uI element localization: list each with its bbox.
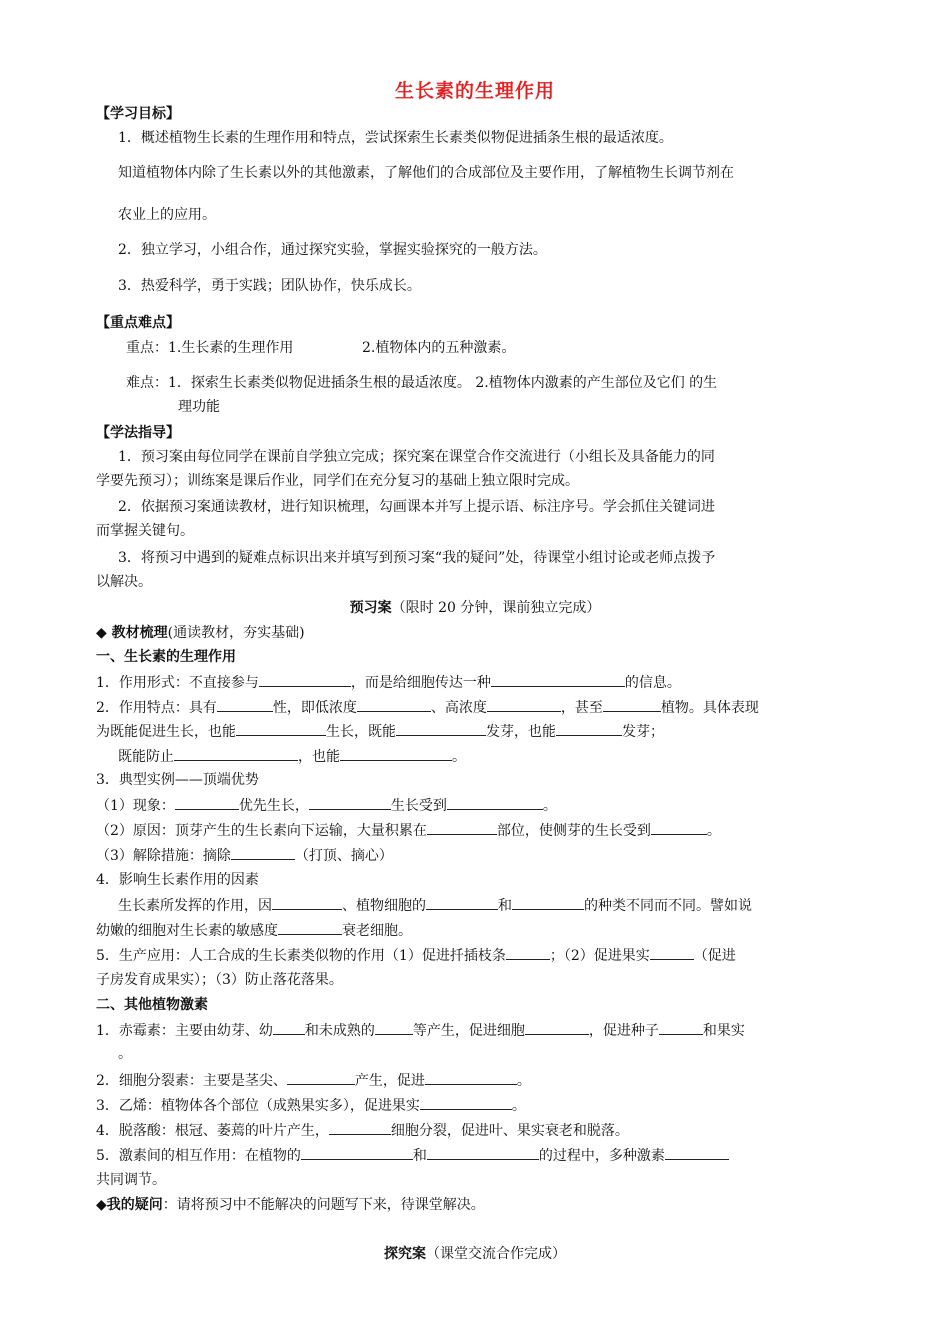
- my-question-text: ：请将预习中不能解决的问题写下来，待课堂解决。: [162, 1197, 485, 1213]
- blank-field[interactable]: [340, 746, 452, 761]
- blank-field[interactable]: [309, 795, 391, 810]
- objective-2: 2．独立学习，小组合作，通过探究实验，掌握实验探究的一般方法。: [118, 242, 547, 258]
- method-3-cont: 以解决。: [96, 574, 152, 590]
- p1-line-7: （2）原因：顶芽产生的生长素向下运输，大量积累在 部位，使侧芽的生长受到 。: [96, 820, 721, 841]
- blank-field[interactable]: [357, 697, 431, 712]
- method-3: 3．将预习中遇到的疑难点标识出来并填写到预习案“我的疑问”处，待课堂小组讨论或老师点拨予: [118, 550, 716, 566]
- blank-field[interactable]: [427, 1145, 539, 1160]
- explore-heading: [0, 1244, 950, 1264]
- document-title: 生长素的生理作用: [394, 80, 555, 102]
- blank-field[interactable]: [174, 746, 298, 761]
- explore-heading-note: （课堂交流合作完成）: [426, 1246, 566, 1262]
- method-1-cont: 学要先预习）；训练案是课后作业，同学们在充分复习的基础上独立限时完成。: [96, 473, 579, 489]
- p1-line-8: （3）解除措施：摘除 （打顶、摘心）: [96, 845, 393, 866]
- blank-field[interactable]: [301, 1145, 413, 1160]
- method-1: 1．预习案由每位同学在课前自学独立完成；探究案在课堂合作交流进行（小组长及具备能力的同: [118, 449, 715, 465]
- blank-field[interactable]: [491, 672, 625, 687]
- blank-field[interactable]: [236, 721, 326, 736]
- blank-field[interactable]: [506, 945, 550, 960]
- my-question: [96, 1195, 485, 1215]
- blank-field[interactable]: [603, 697, 661, 712]
- blank-field[interactable]: [665, 1145, 729, 1160]
- p1-line-10: 生长素所发挥的作用，因 、植物细胞的 和 的种类不同而不同。譬如说: [118, 895, 752, 916]
- blank-field[interactable]: [272, 895, 342, 910]
- textbook-sort-note: (通读教材，夯实基础): [167, 625, 305, 641]
- preview-heading-note: （限时 20 分钟，课前独立完成）: [391, 600, 601, 616]
- blank-field[interactable]: [217, 697, 273, 712]
- blank-field[interactable]: [487, 697, 561, 712]
- blank-field[interactable]: [273, 1020, 305, 1035]
- keypoint-main: 重点：1.生长素的生理作用: [126, 340, 294, 356]
- keypoint-main-2: 2.植物体内的五种激素。: [362, 340, 516, 356]
- blank-field[interactable]: [278, 920, 342, 935]
- p1-line-9: 4．影响生长素作用的因素: [96, 872, 259, 888]
- p1-line-4: 既能防止 ，也能 。: [118, 746, 466, 767]
- blank-field[interactable]: [447, 795, 543, 810]
- explore-heading-title: 探究案: [384, 1246, 426, 1262]
- difficulty-line-end: 理功能: [178, 399, 220, 415]
- blank-field[interactable]: [329, 1120, 391, 1135]
- blank-field[interactable]: [427, 820, 497, 835]
- method-2-cont: 而掌握关键句。: [96, 523, 194, 539]
- p1-line-1: 1．作用形式：不直接参与 ，而是给细胞传达一种 的信息。: [96, 672, 681, 693]
- blank-field[interactable]: [556, 721, 622, 736]
- blank-field[interactable]: [659, 1020, 703, 1035]
- method-2: 2．依据预习案通读教材，进行知识梳理，勾画课本并写上提示语、标注序号。学会抓住关键词进: [118, 499, 715, 515]
- p2-line-2: 2．细胞分裂素：主要是茎尖、 产生，促进 。: [96, 1070, 531, 1091]
- textbook-sort: [96, 623, 305, 643]
- p2-line-1: 1．赤霉素：主要由幼芽、幼 和未成熟的 等产生，促进细胞 ，促进种子 和果实: [96, 1020, 745, 1041]
- p2-line-4: 4．脱落酸：根冠、萎蔫的叶片产生， 细胞分裂，促进叶、果实衰老和脱落。: [96, 1120, 629, 1141]
- part2-heading: 二、其他植物激素: [96, 997, 208, 1013]
- p2-line-1-end: 。: [118, 1046, 132, 1062]
- difficulty-line: 难点：1．探索生长素类似物促进插条生根的最适浓度。 2.植物体内激素的产生部位及它们 的生: [126, 375, 718, 391]
- blank-field[interactable]: [259, 672, 351, 687]
- preview-heading-title: 预习案: [349, 600, 392, 616]
- section-heading-method: 【学法指导】: [96, 425, 180, 441]
- section-heading-keypoints: 【重点难点】: [96, 315, 180, 331]
- objective-1-cont: 知道植物体内除了生长素以外的其他激素，了解他们的合成部位及主要作用，了解植物生长调节剂在: [118, 165, 734, 181]
- p1-line-6: （1）现象： 优先生长， 生长受到 。: [96, 795, 557, 816]
- blank-field[interactable]: [396, 721, 486, 736]
- p1-line-12: 5．生产应用：人工合成的生长素类似物的作用（1）促进扦插枝条 ；（2）促进果实 （促进: [96, 945, 736, 966]
- blank-field[interactable]: [375, 1020, 413, 1035]
- my-question-label: ◆我的疑问: [96, 1197, 163, 1213]
- blank-field[interactable]: [175, 795, 239, 810]
- p1-line-3: 为既能促进生长，也能 生长，既能 发芽，也能 发芽；: [96, 721, 664, 742]
- p1-line-11: 幼嫩的细胞对生长素的敏感度 衰老细胞。: [96, 920, 412, 941]
- p2-line-3: 3．乙烯：植物体各个部位（成熟果实多），促进果实 。: [96, 1095, 526, 1116]
- p1-line-2: 2．作用特点：具有 性，即低浓度 、高浓度 ，甚至 植物。具体表现: [96, 697, 759, 718]
- blank-field[interactable]: [525, 1020, 589, 1035]
- blank-field[interactable]: [651, 820, 707, 835]
- objective-3: 3．热爱科学，勇于实践；团队协作，快乐成长。: [118, 278, 421, 294]
- p2-line-6: 共同调节。: [96, 1172, 166, 1188]
- p1-line-5: 3．典型实例——顶端优势: [96, 772, 259, 788]
- objective-1: 1．概述植物生长素的生理作用和特点，尝试探索生长素类似物促进插条生根的最适浓度。: [118, 130, 673, 146]
- blank-field[interactable]: [231, 845, 295, 860]
- p2-line-5: 5．激素间的相互作用：在植物的 和 的过程中，多种激素: [96, 1145, 729, 1166]
- objective-1-end: 农业上的应用。: [118, 207, 216, 223]
- blank-field[interactable]: [512, 895, 584, 910]
- textbook-sort-title: ◆ 教材梳理: [96, 625, 168, 641]
- part1-heading: 一、生长素的生理作用: [96, 649, 236, 665]
- blank-field[interactable]: [650, 945, 694, 960]
- p1-line-13: 子房发育成果实）；（3）防止落花落果。: [96, 972, 343, 988]
- preview-heading: [0, 598, 950, 618]
- blank-field[interactable]: [287, 1070, 355, 1085]
- blank-field[interactable]: [426, 895, 498, 910]
- section-heading-objectives: 【学习目标】: [96, 106, 180, 122]
- blank-field[interactable]: [425, 1070, 517, 1085]
- blank-field[interactable]: [420, 1095, 512, 1110]
